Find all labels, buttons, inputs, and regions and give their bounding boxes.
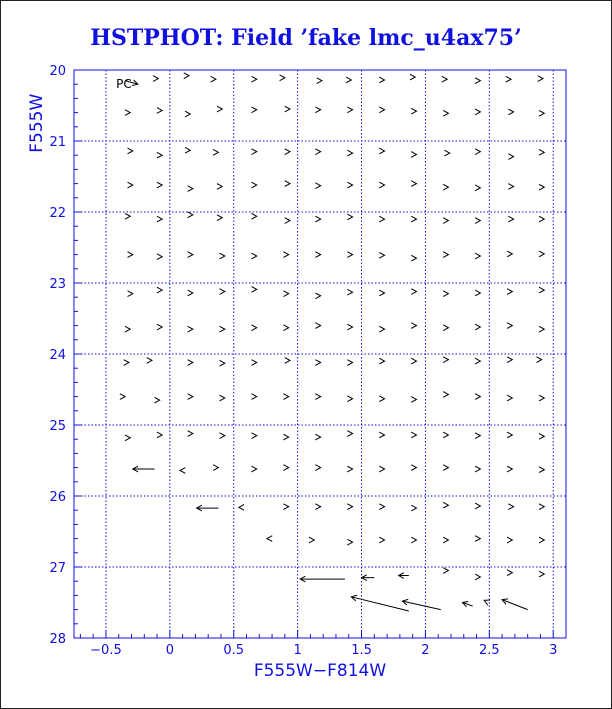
arrow-mark-136	[443, 392, 448, 398]
x-tick-label-3: 1	[293, 643, 302, 658]
arrow-mark-121	[411, 358, 416, 364]
arrow-mark-58	[188, 212, 193, 218]
x-tick-label-5: 2	[421, 643, 430, 658]
arrow-mark-103	[283, 325, 288, 331]
arrow-mark-198	[502, 599, 528, 610]
arrow-mark-20	[315, 107, 320, 113]
arrow-mark-130	[251, 394, 256, 400]
x-tick-label-1: 0	[165, 643, 174, 658]
arrow-mark-118	[315, 360, 320, 366]
arrow-mark-67	[475, 218, 480, 224]
arrow-mark-167	[197, 505, 219, 511]
arrow-mark-41	[539, 149, 544, 155]
arrow-mark-15	[157, 108, 162, 114]
arrow-mark-172	[379, 504, 384, 510]
arrow-mark-74	[251, 253, 256, 259]
arrow-mark-179	[309, 537, 314, 543]
arrow-mark-23	[411, 108, 416, 114]
arrow-mark-3	[211, 76, 216, 82]
arrow-mark-24	[443, 110, 448, 116]
arrow-mark-156	[213, 465, 218, 471]
arrow-mark-62	[315, 216, 320, 222]
y-tick-label-5: 25	[49, 419, 66, 434]
arrow-mark-125	[536, 357, 541, 363]
arrow-mark-85	[157, 287, 162, 293]
arrow-mark-127	[154, 397, 159, 403]
arrow-mark-8	[379, 77, 384, 83]
arrow-mark-5	[280, 75, 285, 81]
arrow-mark-170	[315, 504, 320, 510]
arrow-mark-119	[347, 360, 352, 366]
arrow-mark-43	[157, 182, 162, 188]
arrow-mark-42	[128, 182, 133, 188]
arrow-mark-171	[347, 504, 352, 510]
arrow-mark-159	[315, 465, 320, 471]
arrow-mark-192	[507, 570, 512, 576]
arrow-mark-109	[475, 324, 480, 330]
arrow-mark-108	[443, 325, 448, 331]
arrow-mark-110	[507, 323, 512, 329]
arrow-mark-158	[283, 465, 288, 471]
arrow-mark-1	[153, 76, 158, 82]
arrow-mark-146	[315, 434, 320, 440]
arrow-mark-50	[379, 182, 384, 188]
arrow-mark-143	[220, 433, 225, 439]
arrow-mark-100	[188, 326, 193, 332]
arrow-mark-123	[475, 358, 480, 364]
y-tick-label-0: 20	[49, 64, 66, 79]
arrow-mark-164	[475, 466, 480, 472]
arrow-mark-10	[442, 76, 447, 82]
grid-lines	[74, 70, 566, 638]
arrow-mark-180	[347, 539, 352, 545]
arrow-mark-173	[411, 505, 416, 511]
arrow-mark-114	[188, 360, 193, 366]
arrow-mark-107	[411, 323, 416, 329]
y-tick-label-6: 26	[49, 490, 66, 505]
arrow-mark-84	[128, 291, 133, 297]
arrow-mark-9	[410, 74, 415, 80]
y-tick-label-2: 22	[49, 206, 66, 221]
arrow-mark-93	[411, 289, 416, 295]
arrow-mark-18	[251, 107, 256, 113]
arrow-mark-141	[157, 432, 162, 438]
arrow-mark-59	[217, 215, 222, 221]
x-axis-label: F555W−F814W	[253, 661, 387, 681]
arrow-mark-63	[347, 214, 352, 220]
arrow-mark-13	[538, 76, 543, 82]
arrow-mark-184	[475, 536, 480, 542]
arrow-mark-82	[507, 251, 512, 257]
arrow-mark-86	[188, 290, 193, 296]
arrow-mark-102	[251, 325, 256, 331]
arrow-mark-94	[443, 291, 448, 297]
arrow-mark-166	[539, 467, 544, 473]
arrow-mark-26	[508, 109, 513, 115]
arrow-mark-144	[251, 433, 256, 439]
arrow-mark-161	[379, 466, 384, 472]
arrow-mark-66	[443, 218, 448, 224]
arrow-mark-34	[315, 149, 320, 155]
arrow-mark-104	[315, 323, 320, 329]
chart-title: HSTPHOT: Field ’fake lmc_u4ax75’	[90, 25, 522, 51]
arrow-mark-129	[220, 395, 225, 401]
arrow-mark-134	[379, 396, 384, 402]
arrow-mark-175	[475, 503, 480, 509]
arrow-mark-133	[347, 396, 352, 402]
arrow-mark-196	[462, 602, 472, 607]
arrow-mark-128	[188, 394, 193, 400]
arrow-mark-36	[379, 148, 384, 154]
arrow-mark-99	[157, 324, 162, 330]
y-tick-label-7: 27	[49, 561, 66, 576]
arrow-mark-28	[128, 148, 133, 154]
arrow-mark-38	[444, 150, 449, 156]
arrow-mark-19	[285, 106, 290, 112]
arrow-mark-81	[475, 253, 480, 259]
arrow-mark-190	[443, 568, 448, 574]
arrow-mark-29	[157, 152, 162, 158]
arrow-mark-78	[379, 252, 384, 258]
arrow-mark-54	[508, 184, 513, 190]
arrow-mark-98	[125, 326, 130, 332]
arrow-mark-186	[539, 537, 544, 543]
arrow-mark-72	[188, 252, 193, 258]
arrow-mark-183	[443, 537, 448, 543]
arrow-field	[120, 73, 544, 611]
y-axis-label: F555W	[27, 93, 47, 153]
arrow-mark-71	[157, 254, 162, 260]
arrow-mark-49	[347, 182, 352, 188]
arrow-mark-126	[120, 394, 125, 400]
arrow-mark-139	[539, 395, 544, 401]
arrow-mark-75	[283, 252, 288, 258]
arrow-mark-89	[283, 291, 288, 297]
arrow-mark-27	[539, 110, 544, 116]
arrow-mark-30	[185, 147, 190, 153]
arrow-mark-151	[475, 433, 480, 439]
arrow-mark-87	[220, 289, 225, 295]
arrow-mark-117	[285, 358, 290, 364]
arrow-mark-149	[411, 432, 416, 438]
arrow-mark-135	[411, 397, 416, 403]
arrow-mark-195	[402, 599, 440, 609]
arrow-mark-131	[283, 394, 288, 400]
arrow-mark-92	[379, 290, 384, 296]
arrow-mark-140	[125, 435, 130, 441]
arrow-mark-52	[443, 184, 448, 190]
arrow-mark-147	[347, 431, 352, 437]
arrow-mark-174	[443, 502, 448, 508]
arrow-mark-193	[539, 571, 544, 577]
arrow-mark-14	[125, 110, 130, 116]
arrow-mark-91	[347, 289, 352, 295]
x-tick-label-2: 0.5	[223, 643, 245, 658]
arrow-mark-2	[184, 73, 189, 79]
arrow-mark-7	[346, 77, 351, 83]
annotation-pc: PC	[116, 76, 132, 91]
arrow-mark-61	[285, 218, 290, 224]
arrow-mark-106	[379, 326, 384, 332]
arrow-mark-115	[220, 360, 225, 366]
arrow-mark-95	[475, 290, 480, 296]
x-tick-label-7: 3	[549, 643, 558, 658]
arrow-mark-44	[188, 186, 193, 192]
arrow-mark-120	[379, 358, 384, 364]
arrow-mark-137	[475, 394, 480, 400]
arrow-mark-51	[411, 181, 416, 187]
arrow-mark-6	[317, 78, 322, 84]
arrow-mark-189	[399, 573, 409, 579]
arrow-mark-111	[539, 326, 544, 332]
arrow-mark-153	[539, 433, 544, 439]
arrow-mark-37	[411, 152, 416, 158]
arrow-mark-40	[508, 154, 513, 160]
arrow-mark-83	[539, 251, 544, 257]
arrow-mark-188	[362, 575, 375, 581]
arrow-mark-22	[379, 107, 384, 113]
arrow-mark-101	[220, 326, 225, 332]
arrow-mark-12	[506, 76, 511, 82]
arrow-mark-21	[347, 107, 352, 113]
arrow-mark-17	[217, 106, 222, 112]
arrow-mark-90	[315, 293, 320, 299]
arrow-mark-79	[411, 255, 416, 261]
arrow-mark-69	[539, 216, 544, 222]
arrow-mark-176	[508, 504, 513, 510]
arrow-mark-132	[315, 394, 320, 400]
arrow-mark-142	[188, 431, 193, 437]
arrow-mark-46	[251, 182, 256, 188]
y-tick-label-1: 21	[49, 135, 66, 150]
arrow-mark-163	[443, 465, 448, 471]
arrow-mark-116	[251, 360, 256, 366]
arrow-mark-39	[475, 149, 480, 155]
arrow-mark-60	[251, 213, 256, 219]
y-tick-label-3: 23	[49, 277, 66, 292]
arrow-mark-182	[411, 537, 416, 543]
arrow-mark-194	[351, 595, 409, 611]
arrow-mark-33	[285, 149, 290, 155]
arrow-mark-70	[128, 252, 133, 258]
arrow-mark-155	[180, 468, 185, 474]
arrow-mark-48	[315, 183, 320, 189]
x-tick-label-4: 1.5	[351, 643, 372, 658]
arrow-mark-65	[411, 216, 416, 222]
arrow-mark-181	[379, 537, 384, 543]
arrow-mark-165	[507, 466, 512, 472]
arrow-mark-150	[443, 432, 448, 438]
arrow-mark-35	[347, 150, 352, 156]
arrow-mark-11	[475, 78, 480, 84]
arrow-mark-55	[539, 184, 544, 190]
arrow-mark-187	[300, 576, 345, 582]
arrow-mark-77	[347, 252, 352, 258]
arrow-mark-97	[539, 287, 544, 293]
arrow-mark-76	[315, 252, 320, 258]
arrow-mark-16	[185, 111, 190, 117]
arrow-mark-112	[124, 360, 129, 366]
arrow-mark-168	[239, 504, 244, 510]
arrow-mark-138	[507, 395, 512, 401]
arrow-mark-122	[443, 357, 448, 363]
arrow-mark-148	[379, 432, 384, 438]
arrow-mark-105	[347, 324, 352, 330]
arrow-mark-160	[347, 466, 352, 472]
arrow-mark-96	[507, 289, 512, 295]
arrow-mark-185	[507, 537, 512, 543]
arrow-mark-178	[267, 536, 272, 542]
arrow-mark-53	[475, 185, 480, 191]
arrow-mark-57	[157, 216, 162, 222]
arrow-mark-162	[411, 465, 416, 471]
arrow-mark-157	[251, 466, 256, 472]
arrow-mark-88	[251, 287, 256, 293]
arrow-mark-4	[251, 76, 256, 82]
x-tick-label-6: 2.5	[478, 643, 500, 658]
arrow-mark-80	[443, 252, 448, 258]
arrow-mark-169	[283, 504, 288, 510]
y-tick-label-4: 24	[49, 348, 66, 363]
arrow-mark-152	[507, 432, 512, 438]
arrow-mark-177	[539, 504, 544, 510]
y-tick-label-8: 28	[49, 632, 66, 647]
arrow-mark-191	[475, 574, 480, 580]
x-tick-label-0: −0.5	[90, 643, 122, 658]
arrow-mark-145	[283, 434, 288, 440]
arrow-mark-31	[213, 149, 218, 155]
arrow-mark-45	[217, 184, 222, 190]
arrow-mark-113	[147, 358, 152, 364]
arrow-mark-47	[285, 181, 290, 187]
arrow-mark-73	[220, 253, 225, 259]
arrow-mark-124	[507, 357, 512, 363]
arrow-mark-68	[508, 216, 513, 222]
arrow-mark-64	[379, 216, 384, 222]
arrow-mark-56	[125, 213, 130, 219]
arrow-mark-32	[251, 149, 256, 155]
arrow-mark-25	[475, 109, 480, 115]
arrow-mark-154	[133, 466, 155, 472]
